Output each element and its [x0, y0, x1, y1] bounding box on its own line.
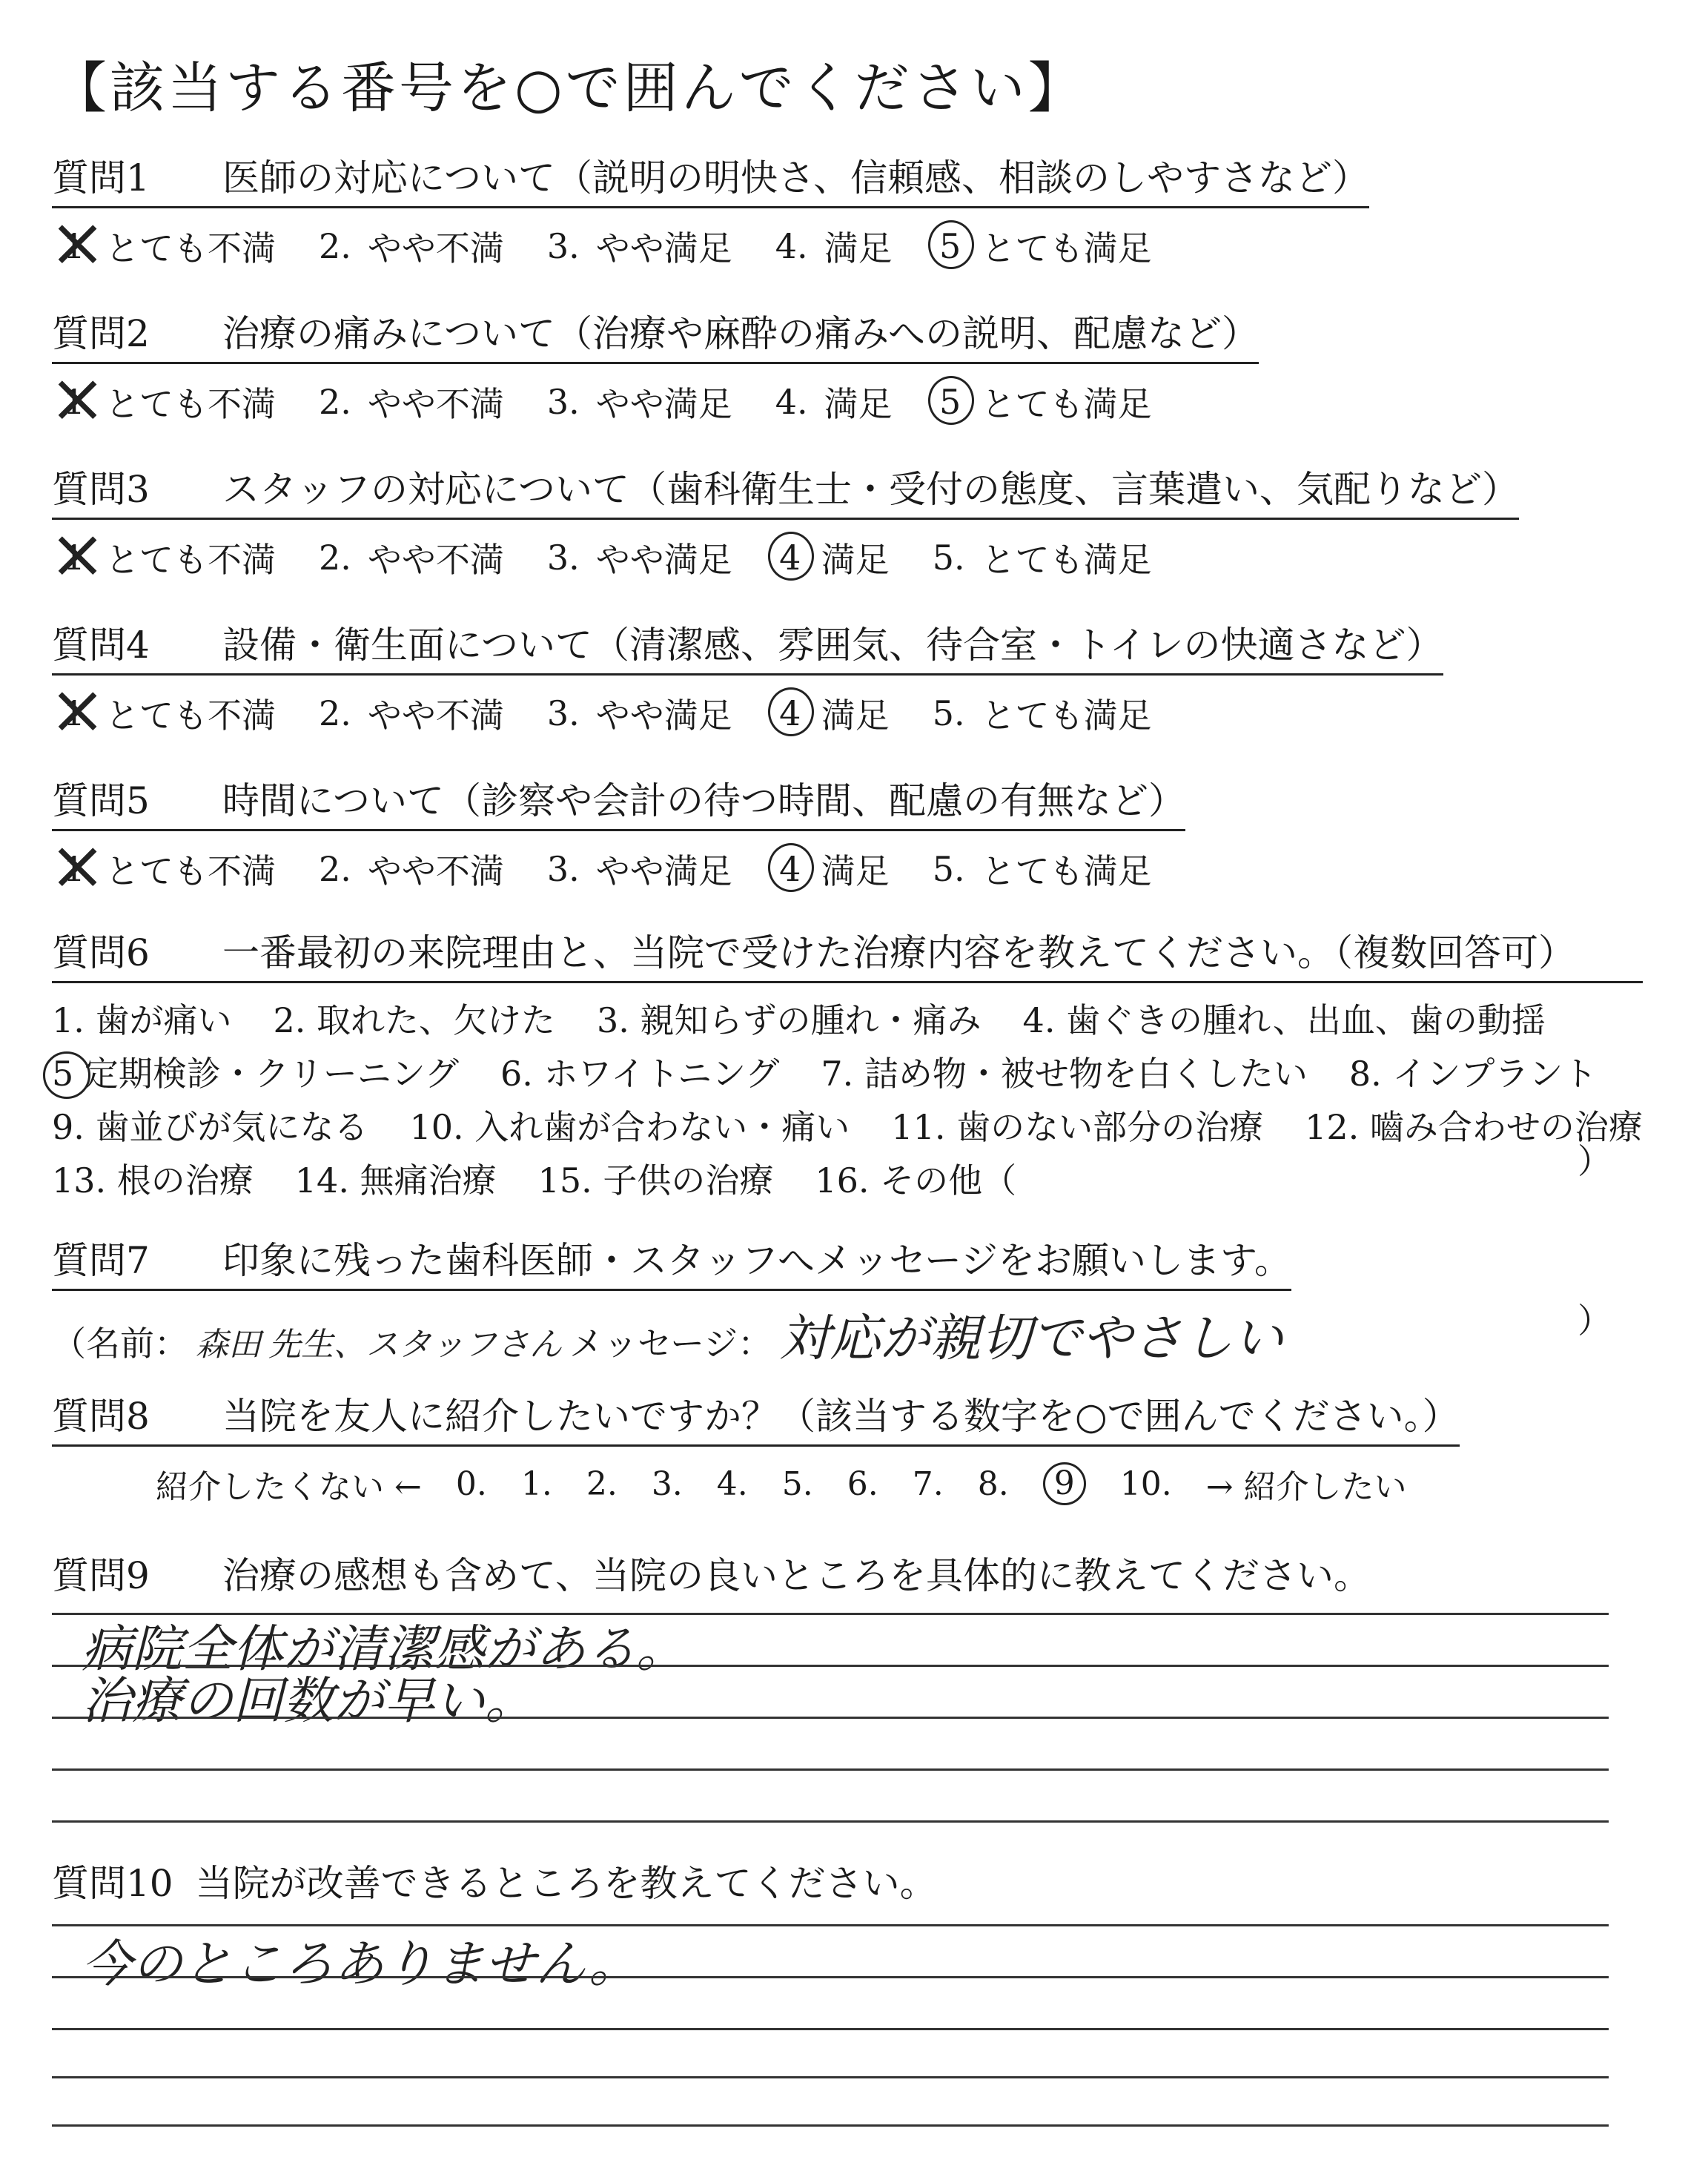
question-10 [52, 1854, 937, 1907]
q10-answer-1[interactable]: 今のところありません。 [82, 1935, 640, 1994]
question-1 [52, 148, 1369, 271]
rating-number[interactable]: 5 [936, 382, 965, 422]
rating-number[interactable]: 3. [546, 226, 580, 266]
rating-label: やや不満 [367, 851, 504, 891]
question-number: 質問5 [52, 779, 150, 822]
q7-message-label: メッセージ： [569, 1324, 772, 1364]
rating-options [52, 689, 1443, 738]
rating-option[interactable] [319, 533, 504, 582]
question-text: 時間について（診察や会計の待つ時間、配慮の有無など） [222, 779, 1185, 822]
rating-number[interactable]: 4. [775, 382, 808, 422]
question-7 [52, 1231, 1291, 1370]
rating-label: とても不満 [105, 228, 276, 268]
question-header [52, 148, 1369, 208]
rating-option[interactable] [775, 222, 893, 271]
question-number: 質問10 [52, 1862, 173, 1905]
question-text: 一番最初の来院理由と、当院で受けた治療内容を教えてください。（複数回答可） [222, 931, 1575, 974]
q7-handwritten-message[interactable]: 対応が親切でやさしい [779, 1309, 1284, 1368]
rating-options [52, 377, 1259, 426]
q7-handwritten-name[interactable]: 森田 [196, 1326, 261, 1364]
rating-number[interactable]: 2. [319, 849, 351, 889]
answer-line [52, 1976, 1609, 1978]
rating-option[interactable] [775, 377, 893, 426]
answer-line [52, 1820, 1609, 1823]
rating-number[interactable]: 3. [546, 382, 580, 422]
q6-option[interactable]: 16. その他（ [815, 1160, 1017, 1200]
question-9-header [52, 1546, 1371, 1599]
rating-label: とても満足 [981, 540, 1152, 580]
rating-number[interactable]: 3. [546, 849, 580, 889]
rating-option[interactable] [775, 845, 890, 894]
q8-scale-value[interactable]: 1. [520, 1464, 552, 1503]
answer-line [52, 2076, 1609, 2078]
q6-row [52, 1047, 1643, 1100]
rating-label: やや満足 [595, 540, 732, 580]
question-number: 質問7 [52, 1239, 150, 1282]
q9-answer-2[interactable]: 治療の回数が早い。 [82, 1672, 536, 1731]
answer-line [52, 1717, 1609, 1719]
rating-option[interactable] [59, 689, 276, 738]
rating-label: とても満足 [981, 696, 1152, 736]
rating-options [52, 845, 1185, 894]
rating-number[interactable]: 4 [775, 538, 805, 578]
question-text: 印象に残った歯科医師・スタッフへメッセージをお願いします。 [222, 1239, 1291, 1282]
q8-scale-value[interactable]: 6. [847, 1464, 878, 1503]
question-8 [52, 1387, 1460, 1507]
q7-answer-line [52, 1298, 1291, 1370]
rating-number[interactable]: 5. [932, 693, 965, 733]
q6-row [52, 994, 1643, 1047]
rating-label: とても不満 [105, 540, 276, 580]
rating-label: やや不満 [367, 540, 504, 580]
rating-option[interactable] [59, 377, 276, 426]
rating-number[interactable]: 3. [546, 538, 580, 578]
q6-option[interactable]: 9. 歯並びが気になる [52, 1107, 368, 1147]
rating-label: とても満足 [981, 851, 1152, 891]
rating-number[interactable]: 1 × [59, 693, 89, 733]
rating-label: 満足 [824, 384, 893, 424]
answer-line [52, 1768, 1609, 1771]
q6-option[interactable]: 4. 歯ぐきの腫れ、出血、歯の動揺 [1022, 1000, 1546, 1040]
q8-right-label: → 紹介したい [1205, 1468, 1407, 1506]
rating-option[interactable] [59, 845, 276, 894]
rating-label: やや不満 [367, 384, 504, 424]
question-text: スタッフの対応について（歯科衛生士・受付の態度、言葉遣い、気配りなど） [222, 468, 1519, 511]
rating-option[interactable] [547, 377, 732, 426]
question-header [52, 304, 1259, 364]
rating-option[interactable] [319, 845, 504, 894]
question-4 [52, 615, 1443, 738]
paren-close: ） [1578, 1301, 1612, 1341]
question-number: 質問6 [52, 931, 150, 974]
selection-circle [43, 1051, 90, 1099]
rating-option[interactable] [933, 689, 1152, 738]
q8-scale [52, 1460, 1460, 1507]
rating-number[interactable]: 2. [319, 226, 351, 266]
rating-option[interactable] [933, 533, 1152, 582]
rating-option[interactable] [319, 689, 504, 738]
rating-number[interactable]: 4. [775, 226, 808, 266]
rating-number[interactable]: 1 × [59, 382, 89, 422]
q8-scale-value[interactable]: 4. [716, 1464, 748, 1503]
rating-option[interactable] [933, 845, 1152, 894]
question-7-header [52, 1231, 1291, 1291]
rating-number[interactable]: 2. [319, 693, 351, 733]
rating-options [52, 222, 1369, 271]
rating-number[interactable]: 2. [319, 382, 351, 422]
rating-label: やや不満 [367, 696, 504, 736]
rating-option[interactable] [775, 689, 890, 738]
q6-option[interactable]: 10. 入れ歯が合わない・痛い [409, 1107, 850, 1147]
rating-option[interactable] [936, 377, 1152, 426]
question-text: 治療の感想も含めて、当院の良いところを具体的に教えてください。 [222, 1554, 1371, 1597]
q6-option[interactable]: 11. 歯のない部分の治療 [891, 1107, 1264, 1147]
rating-option[interactable] [319, 222, 504, 271]
rating-option[interactable] [59, 533, 276, 582]
rating-number[interactable]: 2. [319, 538, 351, 578]
q6-option[interactable]: 6. ホワイトニング [500, 1054, 780, 1094]
rating-label: やや満足 [595, 384, 732, 424]
q7-prefix: （名前： [52, 1324, 188, 1364]
paren-close: ） [1578, 1141, 1612, 1181]
q6-option[interactable]: 15. 子供の治療 [537, 1160, 774, 1200]
rating-option[interactable] [936, 222, 1152, 271]
rating-option[interactable] [547, 222, 732, 271]
page-title: 【該当する番号を○で囲んでください】 [52, 56, 1086, 120]
q8-scale-value[interactable]: 5. [781, 1464, 813, 1503]
rating-number[interactable]: 1 × [59, 849, 89, 889]
rating-label: 満足 [821, 851, 890, 891]
q8-scale-value[interactable]: 10. [1119, 1464, 1172, 1503]
rating-label: やや満足 [595, 696, 732, 736]
question-10-header [52, 1854, 937, 1907]
q8-scale-value[interactable]: 7. [912, 1464, 944, 1503]
rating-label: とても不満 [105, 696, 276, 736]
rating-option[interactable] [59, 222, 276, 271]
q8-scale-value[interactable]: 2. [586, 1464, 618, 1503]
rating-label: 満足 [821, 540, 890, 580]
rating-number[interactable]: 5 [936, 226, 965, 266]
q6-option[interactable]: 13. 根の治療 [52, 1160, 254, 1200]
question-number: 質問2 [52, 312, 150, 355]
rating-label: やや不満 [367, 228, 504, 268]
q6-option[interactable]: 8. インプラント [1348, 1054, 1598, 1094]
question-text: 治療の痛みについて（治療や麻酔の痛みへの説明、配慮など） [222, 312, 1259, 355]
rating-label: とても不満 [105, 384, 276, 424]
q6-options [52, 994, 1643, 1207]
question-3 [52, 460, 1519, 582]
q6-option[interactable]: 3. 親知らずの腫れ・痛み [597, 1000, 982, 1040]
question-number: 質問8 [52, 1395, 150, 1438]
question-6-header [52, 923, 1643, 983]
q6-option[interactable]: 7. 詰め物・被せ物を白くしたい [821, 1054, 1308, 1094]
answer-line [52, 2124, 1609, 2127]
q8-scale-value[interactable]: 8. [977, 1464, 1009, 1503]
q8-scale-value[interactable]: 3. [651, 1464, 683, 1503]
q6-option[interactable]: 14. 無痛治療 [294, 1160, 497, 1200]
question-header [52, 771, 1185, 831]
question-text: 当院を友人に紹介したいですか？（該当する数字を○で囲んでください。） [222, 1395, 1460, 1438]
question-number: 質問1 [52, 156, 150, 199]
rating-option[interactable] [547, 689, 732, 738]
rating-label: とても満足 [981, 384, 1152, 424]
rating-label: やや満足 [595, 851, 732, 891]
question-text: 医師の対応について（説明の明快さ、信頼感、相談のしやすさなど） [222, 156, 1369, 199]
rating-label: やや満足 [595, 228, 732, 268]
question-5 [52, 771, 1185, 894]
q7-middle: 先生、スタッフさん [268, 1326, 562, 1364]
rating-number[interactable]: 4 [775, 693, 805, 733]
question-2 [52, 304, 1259, 426]
question-8-header [52, 1387, 1460, 1447]
q8-scale-value[interactable]: 0. [455, 1464, 487, 1503]
q8-left-label: 紹介したくない ← [156, 1468, 422, 1506]
rating-option[interactable] [775, 533, 890, 582]
rating-label: 満足 [824, 228, 893, 268]
q6-option[interactable]: 12. 嚙み合わせの治療 [1305, 1107, 1643, 1147]
question-text: 設備・衛生面について（清潔感、雰囲気、待合室・トイレの快適さなど） [222, 624, 1443, 667]
question-text: 当院が改善できるところを教えてください。 [195, 1862, 937, 1905]
answer-line [52, 2028, 1609, 2030]
q6-option[interactable]: 5 定期検診・クリーニング [52, 1047, 459, 1100]
q6-option[interactable]: 2. 取れた、欠けた [273, 1000, 556, 1040]
question-header [52, 615, 1443, 676]
rating-label: とても不満 [105, 851, 276, 891]
rating-options [52, 533, 1519, 582]
rating-number[interactable]: 3. [546, 693, 580, 733]
rating-option[interactable] [319, 377, 504, 426]
question-number: 質問3 [52, 468, 150, 511]
q6-option[interactable]: 1. 歯が痛い [52, 1000, 232, 1040]
rating-label: 満足 [821, 696, 890, 736]
question-header [52, 460, 1519, 520]
rating-number[interactable]: 1 × [59, 538, 89, 578]
question-number: 質問4 [52, 624, 150, 667]
q8-scale-value[interactable]: 9 [1043, 1462, 1086, 1505]
rating-number[interactable]: 4 [775, 849, 805, 889]
rating-number[interactable]: 5. [932, 538, 965, 578]
q6-row [52, 1154, 1643, 1207]
rating-number[interactable]: 1 × [59, 226, 89, 266]
rating-number[interactable]: 5. [932, 849, 965, 889]
rating-label: とても満足 [981, 228, 1152, 268]
rating-option[interactable] [547, 845, 732, 894]
question-9 [52, 1546, 1371, 1599]
rating-option[interactable] [547, 533, 732, 582]
q6-row [52, 1100, 1643, 1154]
question-6 [52, 923, 1643, 1207]
question-number: 質問9 [52, 1554, 150, 1597]
q9-answer-1[interactable]: 病院全体が清潔感がある。 [82, 1620, 687, 1679]
